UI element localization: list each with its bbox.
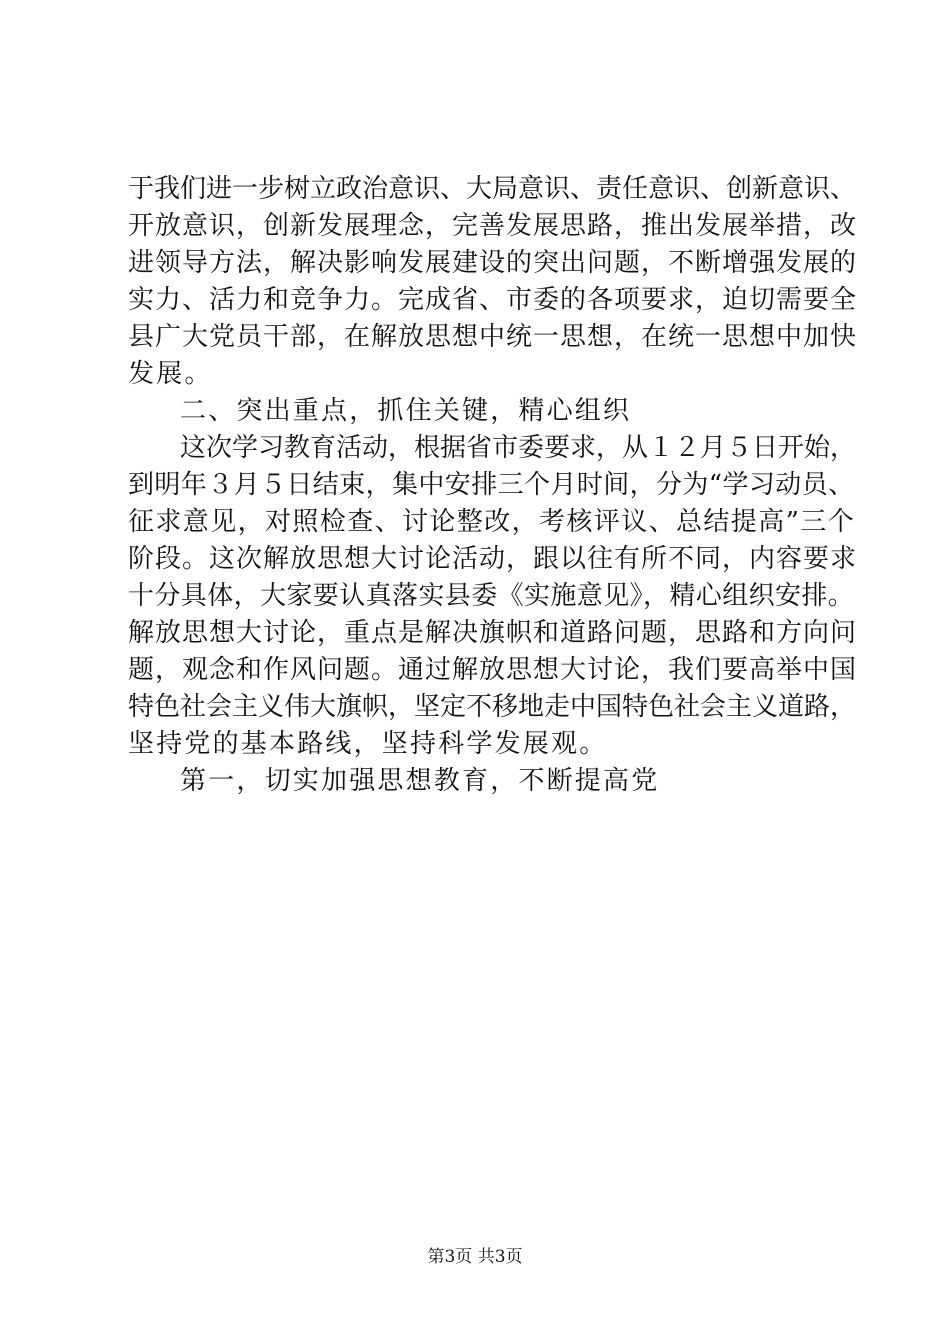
text-line: 进领导方法，解决影响发展建设的突出问题，不断增强发展的	[128, 248, 858, 278]
text-line: 题，观念和作风问题。通过解放思想大讨论，我们要高举中国	[128, 655, 858, 685]
page-number-footer: 第3页 共3页	[427, 1247, 523, 1267]
text-line: 第一，切实加强思想教育，不断提高党	[180, 766, 660, 796]
text-line: 坚持党的基本路线，坚持科学发展观。	[128, 729, 608, 759]
text-line: 征求意见，对照检查、讨论整改，考核评议、总结提高”三个	[128, 507, 856, 537]
text-line: 县广大党员干部，在解放思想中统一思想，在统一思想中加快	[128, 322, 858, 352]
text-line: 特色社会主义伟大旗帜，坚定不移地走中国特色社会主义道路，	[128, 692, 857, 722]
text-line: 十分具体，大家要认真落实县委《实施意见》，精心组织安排。	[128, 581, 855, 611]
text-line: 发展。	[128, 359, 213, 389]
text-line: 阶段。这次解放思想大讨论活动，跟以往有所不同，内容要求	[128, 544, 858, 574]
section-heading: 二、突出重点，抓住关键，精心组织	[180, 396, 632, 426]
text-line: 这次学习教育活动，根据省市委要求，从１２月５日开始，	[180, 433, 857, 463]
text-line: 到明年３月５日结束，集中安排三个月时间，分为“学习动员、	[128, 470, 855, 500]
text-line: 实力、活力和竞争力。完成省、市委的各项要求，迫切需要全	[128, 285, 858, 315]
text-line: 于我们进一步树立政治意识、大局意识、责任意识、创新意识、	[128, 174, 857, 204]
body-text	[128, 171, 858, 800]
text-line: 解放思想大讨论，重点是解决旗帜和道路问题，思路和方向问	[128, 618, 858, 648]
text-line: 开放意识，创新发展理念，完善发展思路，推出发展举措，改	[128, 211, 858, 241]
